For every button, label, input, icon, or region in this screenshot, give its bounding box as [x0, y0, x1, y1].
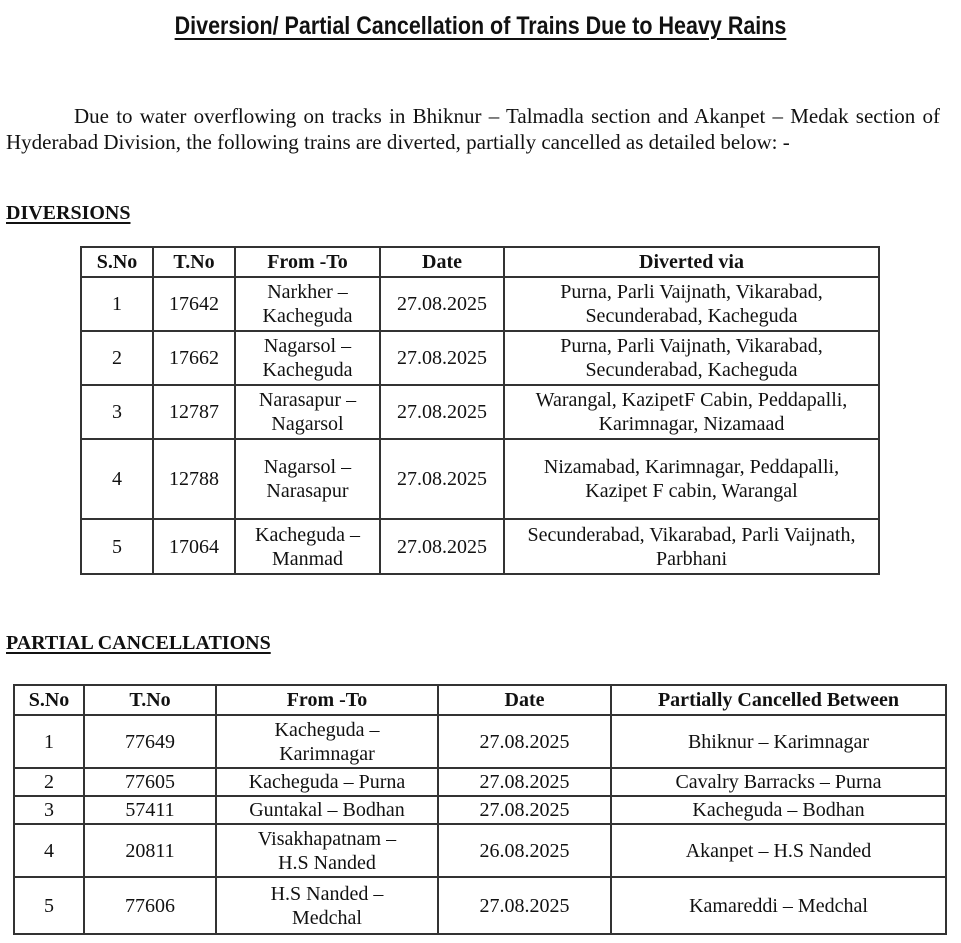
cell-date: 27.08.2025 [438, 715, 611, 768]
table-row [14, 877, 946, 934]
cell-sno: 4 [14, 824, 84, 877]
cell-diverted-via: Purna, Parli Vaijnath, Vikarabad, Secunderabad, Kacheguda [504, 331, 879, 385]
table-row [14, 768, 946, 796]
cell-tno: 77606 [84, 877, 216, 934]
cell-date: 27.08.2025 [438, 877, 611, 934]
table-row [81, 277, 879, 331]
cell-from-to: Nagarsol – Narasapur [235, 439, 380, 519]
table-header-row [81, 247, 879, 277]
cell-tno: 57411 [84, 796, 216, 824]
cell-date: 27.08.2025 [438, 796, 611, 824]
cell-sno: 5 [81, 519, 153, 574]
cell-from-to: Visakhapatnam – H.S Nanded [216, 824, 438, 877]
intro-paragraph: Due to water overflowing on tracks in Bhiknur – Talmadla section and Akanpet – Medak section of Hyderabad Division, the following trains are diverted, partially cancelled as detailed below: - [6, 104, 940, 154]
cell-diverted-via: Warangal, KazipetF Cabin, Peddapalli, Karimnagar, Nizamaad [504, 385, 879, 439]
cell-tno: 17662 [153, 331, 235, 385]
cell-sno: 2 [14, 768, 84, 796]
cell-date: 27.08.2025 [380, 519, 504, 574]
diversions-heading: DIVERSIONS [6, 202, 131, 224]
cell-diverted-via: Secunderabad, Vikarabad, Parli Vaijnath, Parbhani [504, 519, 879, 574]
cell-sno: 1 [14, 715, 84, 768]
col-header-date: Date [380, 247, 504, 277]
col-header-date: Date [438, 685, 611, 715]
cell-cancelled-between: Bhiknur – Karimnagar [611, 715, 946, 768]
cell-sno: 5 [14, 877, 84, 934]
cell-sno: 2 [81, 331, 153, 385]
cell-from-to: Narkher – Kacheguda [235, 277, 380, 331]
col-header-from-to: From -To [235, 247, 380, 277]
cell-tno: 12787 [153, 385, 235, 439]
col-header-sno: S.No [81, 247, 153, 277]
cell-from-to: H.S Nanded – Medchal [216, 877, 438, 934]
cell-sno: 3 [81, 385, 153, 439]
cell-date: 27.08.2025 [380, 277, 504, 331]
cell-date: 26.08.2025 [438, 824, 611, 877]
cell-date: 27.08.2025 [380, 331, 504, 385]
col-header-diverted-via: Diverted via [504, 247, 879, 277]
cell-from-to: Kacheguda – Manmad [235, 519, 380, 574]
cell-tno: 20811 [84, 824, 216, 877]
cell-from-to: Kacheguda – Purna [216, 768, 438, 796]
cell-date: 27.08.2025 [380, 385, 504, 439]
table-row [81, 439, 879, 519]
cell-tno: 12788 [153, 439, 235, 519]
table-row [81, 519, 879, 574]
cell-cancelled-between: Cavalry Barracks – Purna [611, 768, 946, 796]
partial-cancellations-table [13, 684, 947, 935]
cell-tno: 17642 [153, 277, 235, 331]
cell-cancelled-between: Akanpet – H.S Nanded [611, 824, 946, 877]
col-header-cancelled-between: Partially Cancelled Between [611, 685, 946, 715]
table-row [14, 715, 946, 768]
cell-date: 27.08.2025 [438, 768, 611, 796]
cell-from-to: Kacheguda – Karimnagar [216, 715, 438, 768]
cell-date: 27.08.2025 [380, 439, 504, 519]
col-header-sno: S.No [14, 685, 84, 715]
col-header-tno: T.No [153, 247, 235, 277]
page-title: Diversion/ Partial Cancellation of Trains Due to Heavy Rains [174, 12, 787, 40]
cell-tno: 77649 [84, 715, 216, 768]
cell-from-to: Guntakal – Bodhan [216, 796, 438, 824]
cell-sno: 4 [81, 439, 153, 519]
cell-from-to: Narasapur – Nagarsol [235, 385, 380, 439]
cell-tno: 17064 [153, 519, 235, 574]
table-row [14, 824, 946, 877]
col-header-from-to: From -To [216, 685, 438, 715]
cell-sno: 1 [81, 277, 153, 331]
table-row [81, 331, 879, 385]
cell-tno: 77605 [84, 768, 216, 796]
cell-from-to: Nagarsol – Kacheguda [235, 331, 380, 385]
cell-diverted-via: Purna, Parli Vaijnath, Vikarabad, Secunderabad, Kacheguda [504, 277, 879, 331]
table-header-row [14, 685, 946, 715]
table-row [14, 796, 946, 824]
table-row [81, 385, 879, 439]
cell-sno: 3 [14, 796, 84, 824]
cell-cancelled-between: Kamareddi – Medchal [611, 877, 946, 934]
col-header-tno: T.No [84, 685, 216, 715]
partial-cancellations-heading: PARTIAL CANCELLATIONS [6, 632, 271, 654]
cell-diverted-via: Nizamabad, Karimnagar, Peddapalli, Kazipet F cabin, Warangal [504, 439, 879, 519]
diversions-table [80, 246, 880, 575]
cell-cancelled-between: Kacheguda – Bodhan [611, 796, 946, 824]
